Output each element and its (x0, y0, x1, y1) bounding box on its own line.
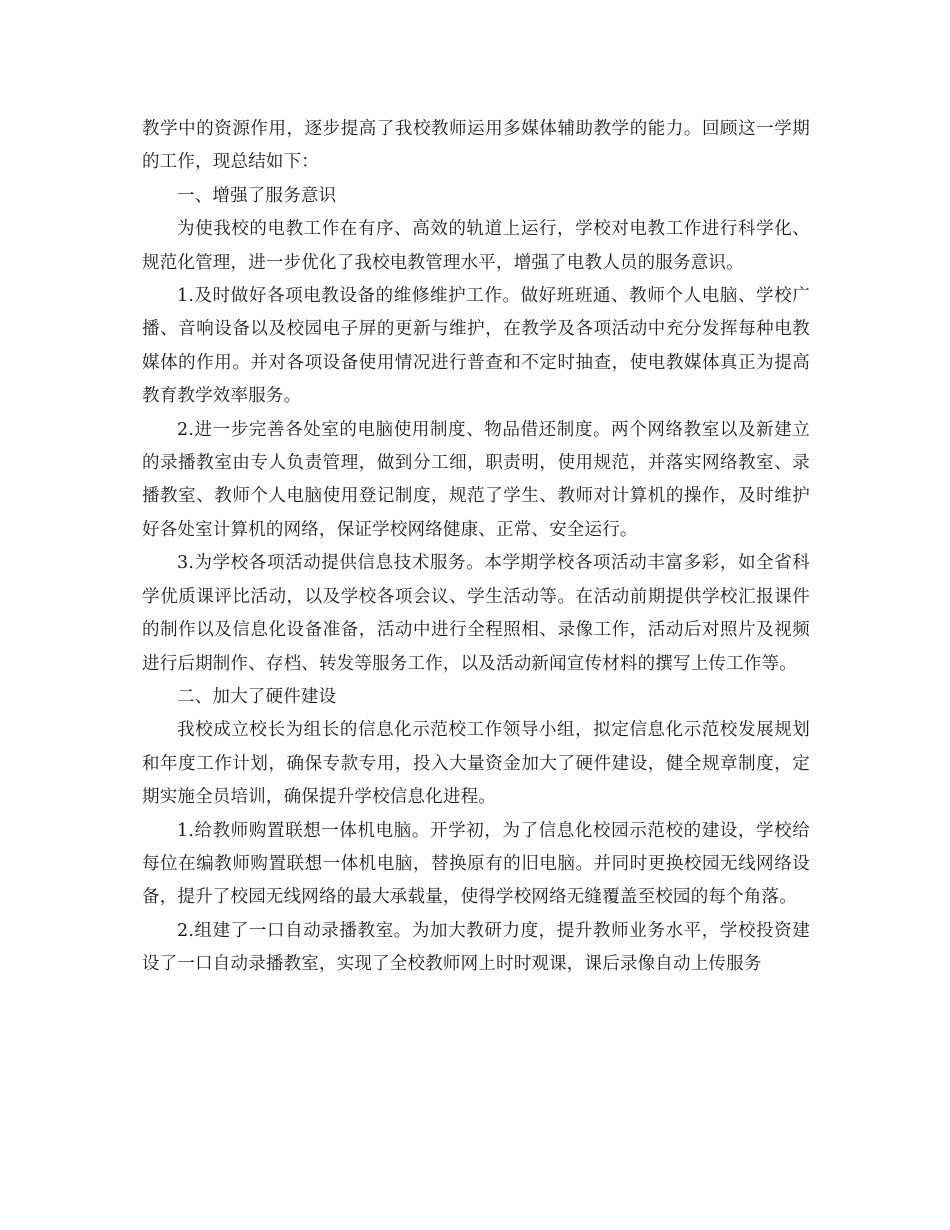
section-heading-hardware: 二、加大了硬件建设 (177, 686, 337, 707)
paragraph-intro: 教学中的资源作用，逐步提高了我校教师运用多媒体辅助教学的能力。回顾这一学期的工作，现总结如下： (142, 119, 810, 173)
paragraph-hardware-item-1: 1.给教师购置联想一体机电脑。开学初，为了信息化校园示范校的建设，学校给每位在编教师购置联想一体机电脑，替换原有的旧电脑。并同时更换校园无线网络设备，提升了校园无线网络的最大承载量，使得学校网络无缝覆盖至校园的每个角落。 (142, 820, 810, 908)
paragraph-service-item-2: 2.进一步完善各处室的电脑使用制度、物品借还制度。两个网络教室以及新建立的录播教室由专人负责管理，做到分工细，职责明，使用规范，并落实网络教室、录播教室、教师个人电脑使用登记制度，规范了学生、教师对计算机的操作，及时维护好各处室计算机的网络，保证学校网络健康、正常、安全运行。 (142, 419, 810, 540)
paragraph-service-item-1: 1.及时做好各项电教设备的维修维护工作。做好班班通、教师个人电脑、学校广播、音响设备以及校园电子屏的更新与维护，在教学及各项活动中充分发挥每种电教媒体的作用。并对各项设备使用情况进行普查和不定时抽查，使电教媒体真正为提高教育教学效率服务。 (142, 286, 810, 407)
paragraph-service-item-3: 3.为学校各项活动提供信息技术服务。本学期学校各项活动丰富多彩，如全省科学优质课评比活动，以及学校各项会议、学生活动等。在活动前期提供学校汇报课件的制作以及信息化设备准备，活动中进行全程照相、录像工作，活动后对照片及视频进行后期制作、存档、转发等服务工作，以及活动新闻宣传材料的撰写上传工作等。 (142, 553, 810, 674)
paragraph-hardware-item-2: 2.组建了一口自动录播教室。为加大教研力度，提升教师业务水平，学校投资建设了一口自动录播教室，实现了全校教师网上时时观课，课后录像自动上传服务 (142, 920, 810, 975)
document-body (142, 113, 810, 982)
paragraph-service-overview: 为使我校的电教工作在有序、高效的轨道上运行，学校对电教工作进行科学化、规范化管理，进一步优化了我校电教管理水平，增强了电教人员的服务意识。 (142, 219, 810, 273)
paragraph-hardware-overview: 我校成立校长为组长的信息化示范校工作领导小组，拟定信息化示范校发展规划和年度工作计划，确保专款专用，投入大量资金加大了硬件建设，健全规章制度，定期实施全员培训，确保提升学校信息化进程。 (142, 720, 810, 808)
section-heading-service: 一、增强了服务意识 (177, 185, 337, 206)
